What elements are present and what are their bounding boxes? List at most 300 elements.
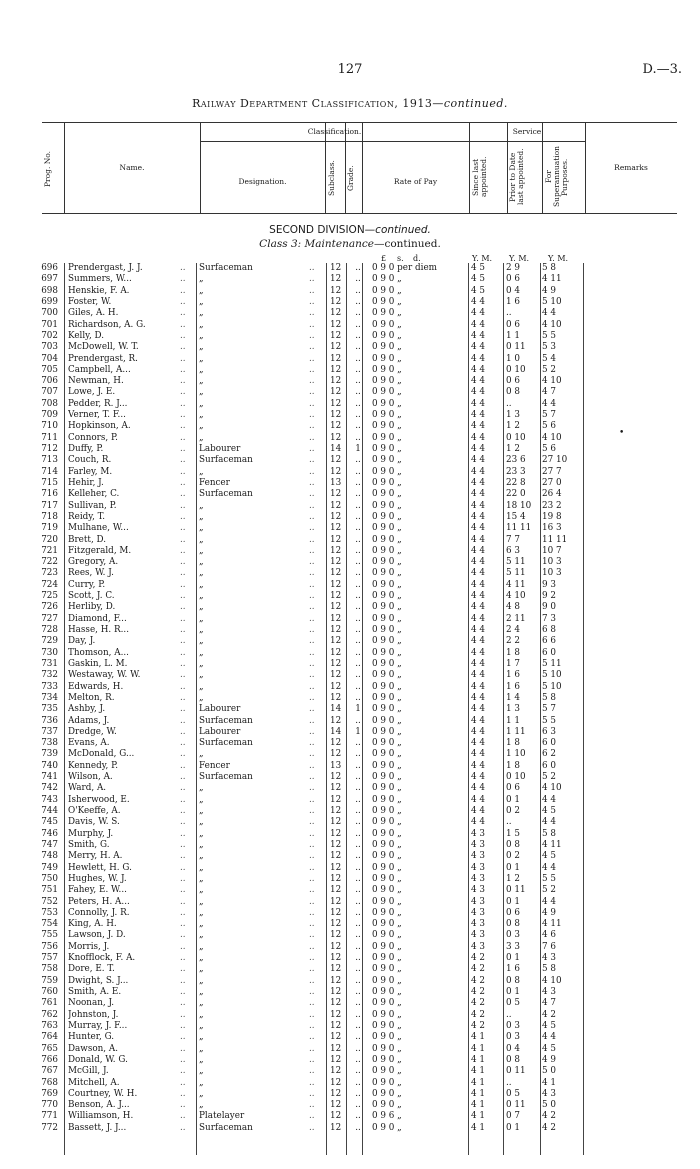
name-cell: Murphy, J. (68, 828, 114, 839)
superannuation-cell: 5 6 (542, 444, 556, 454)
superannuation-cell: 4 9 (542, 285, 556, 296)
leader-dots: .. (309, 319, 315, 330)
leader-dots: .. (309, 1032, 315, 1043)
subclass-cell: 13 (330, 477, 342, 488)
table-row (0, 286, 700, 297)
subclass-cell: 12 (330, 783, 342, 794)
table-row (0, 1123, 700, 1134)
leader-dots: .. (180, 704, 186, 715)
leader-dots: .. (180, 545, 186, 556)
rate-cell: 0 9 0 „ (372, 749, 402, 760)
superannuation-cell: 5 10 (542, 296, 562, 307)
name-cell: Edwards, H. (68, 681, 124, 692)
table-row (0, 625, 700, 636)
since-last-cell: 4 4 (471, 625, 485, 635)
designation-cell: „ (199, 602, 204, 613)
superannuation-cell: 5 2 (542, 885, 556, 896)
leader-dots: .. (180, 342, 186, 353)
name-cell: Donald, W. G. (68, 1054, 128, 1065)
rate-cell: 0 9 0 „ (372, 330, 402, 341)
since-last-cell: 4 4 (471, 308, 485, 319)
leader-dots: .. (309, 749, 315, 760)
name-cell: Dawson, A. (68, 1043, 119, 1054)
leader-dots: .. (309, 839, 315, 850)
since-last-cell: 4 5 (471, 263, 485, 273)
designation-cell: Labourer (199, 444, 241, 454)
designation-cell: „ (199, 1043, 204, 1054)
prior-to-date-cell: 0 11 (506, 1066, 526, 1077)
superannuation-cell: 27 7 (542, 466, 562, 477)
subclass-cell: 12 (330, 794, 342, 805)
name-cell: Campbell, A... (68, 364, 131, 375)
leader-dots: .. (180, 579, 186, 590)
division-heading (0, 224, 700, 236)
rate-cell: 0 9 0 „ (372, 817, 402, 828)
leader-dots: .. (309, 274, 315, 285)
prior-to-date-cell: 0 1 (506, 987, 520, 997)
superannuation-cell: 27 10 (542, 455, 568, 466)
subclass-cell: 12 (330, 828, 342, 839)
designation-cell: Surfaceman (199, 263, 253, 273)
rate-cell: 0 9 0 „ (372, 398, 402, 409)
superannuation-cell: 5 8 (542, 263, 556, 273)
subclass-cell: 12 (330, 296, 342, 307)
grade-cell: .. (355, 1043, 361, 1054)
designation-cell: „ (199, 941, 204, 952)
table-row (0, 444, 700, 455)
subclass-cell: 12 (330, 1077, 342, 1088)
superannuation-cell: 19 8 (542, 511, 562, 522)
leader-dots: .. (309, 873, 315, 884)
prior-to-date-cell: 1 1 (506, 330, 520, 341)
designation-cell: „ (199, 398, 204, 409)
superannuation-cell: 4 5 (542, 851, 556, 862)
rate-cell: 0 9 0 „ (372, 579, 402, 590)
superannuation-cell: 5 0 (542, 1100, 556, 1111)
header-divider (325, 123, 326, 213)
table-row (0, 897, 700, 908)
leader-dots: .. (309, 364, 315, 375)
prior-to-date-cell: 0 8 (506, 839, 520, 850)
leader-dots: .. (309, 907, 315, 918)
table-row (0, 851, 700, 862)
designation-cell: Surfaceman (199, 489, 253, 500)
name-cell: Hasse, H. R... (68, 625, 130, 635)
rate-cell: 0 9 0 „ (372, 591, 402, 602)
leader-dots: .. (180, 1077, 186, 1088)
rate-cell: 0 9 0 „ (372, 896, 402, 907)
superannuation-cell: 4 10 (542, 783, 562, 794)
since-last-cell: 4 4 (471, 296, 485, 307)
leader-dots: .. (180, 1066, 186, 1077)
leader-dots: .. (180, 885, 186, 896)
title-main: Railway Department Classification, 1913 (192, 97, 433, 110)
name-cell: Hehir, J. (68, 477, 104, 488)
table-row (0, 829, 700, 840)
prior-to-date-cell: 1 11 (506, 726, 526, 737)
designation-cell: „ (199, 806, 204, 816)
superannuation-cell: 4 4 (542, 817, 556, 828)
designation-cell: Fencer (199, 760, 230, 771)
leader-dots: .. (180, 681, 186, 692)
leader-dots: .. (180, 862, 186, 873)
since-last-cell: 4 4 (471, 319, 485, 330)
subclass-cell: 12 (330, 738, 342, 749)
prog-no-cell: 755 (41, 930, 58, 941)
since-last-cell: 4 3 (471, 907, 485, 918)
prior-to-date-cell: .. (506, 817, 512, 828)
prior-to-date-cell: 0 1 (506, 953, 520, 964)
leader-dots: .. (309, 1088, 315, 1099)
prog-no-cell: 724 (41, 579, 58, 590)
prog-no-cell: 750 (41, 873, 58, 884)
designation-cell: „ (199, 353, 204, 364)
table-row (0, 1010, 700, 1021)
grade-cell: .. (355, 998, 361, 1009)
superannuation-cell: 4 3 (542, 953, 556, 964)
table-row (0, 930, 700, 941)
prog-no-cell: 734 (41, 692, 58, 703)
subclass-cell: 12 (330, 1054, 342, 1065)
rate-cell: 0 9 0 „ (372, 455, 402, 466)
table-row (0, 376, 700, 387)
rate-cell: 0 9 0 „ (372, 489, 402, 500)
designation-cell: „ (199, 692, 204, 703)
designation-cell: „ (199, 1054, 204, 1065)
prior-to-date-cell: 2 11 (506, 613, 526, 624)
prior-to-date-cell: 0 5 (506, 998, 520, 1009)
rate-cell: 0 9 0 „ (372, 364, 402, 375)
subclass-cell: 12 (330, 851, 342, 862)
grade-cell: .. (355, 715, 361, 726)
division-suffix: —continued. (364, 224, 431, 236)
prior-to-date-cell: 22 8 (506, 477, 526, 488)
prior-to-date-cell: 2 9 (506, 263, 520, 273)
prog-no-cell: 727 (41, 613, 58, 624)
since-last-cell: 4 4 (471, 557, 485, 568)
subclass-cell: 13 (330, 760, 342, 771)
since-last-cell: 4 4 (471, 783, 485, 794)
prior-to-date-cell: .. (506, 398, 512, 409)
subclass-cell: 12 (330, 839, 342, 850)
leader-dots: .. (309, 919, 315, 930)
header-service: Service (512, 127, 542, 136)
rate-cell: 0 9 0 „ (372, 704, 402, 715)
leader-dots: .. (309, 647, 315, 658)
grade-cell: .. (355, 839, 361, 850)
prog-no-cell: 757 (41, 953, 58, 964)
prior-to-date-cell: 2 4 (506, 625, 520, 635)
table-row (0, 749, 700, 760)
leader-dots: .. (309, 308, 315, 319)
since-last-cell: 4 4 (471, 444, 485, 454)
name-cell: Fitzgerald, M. (68, 545, 132, 556)
prior-to-date-cell: 1 8 (506, 647, 520, 658)
name-cell: O'Keeffe, A. (68, 806, 121, 816)
rate-cell: 0 9 0 „ (372, 783, 402, 794)
grade-cell: .. (355, 738, 361, 749)
prog-no-cell: 728 (41, 625, 58, 635)
leader-dots: .. (309, 285, 315, 296)
designation-cell: „ (199, 851, 204, 862)
prior-to-date-cell: 1 3 (506, 410, 520, 421)
prog-no-cell: 765 (41, 1043, 58, 1054)
grade-cell: .. (355, 930, 361, 941)
prior-to-date-cell: 0 8 (506, 1054, 520, 1065)
superannuation-cell: 4 10 (542, 432, 562, 443)
prior-to-date-cell: 1 6 (506, 964, 520, 975)
rate-cell: 0 9 0 „ (372, 941, 402, 952)
grade-cell: .. (355, 828, 361, 839)
prior-to-date-cell: 0 1 (506, 862, 520, 873)
subclass-cell: 12 (330, 364, 342, 375)
rate-cell: 0 9 0 „ (372, 953, 402, 964)
superannuation-cell: 5 2 (542, 772, 556, 783)
leader-dots: .. (180, 477, 186, 488)
designation-cell: „ (199, 681, 204, 692)
header-superannuation: For Superannuation Purposes. (544, 146, 569, 208)
designation-cell: „ (199, 873, 204, 884)
leader-dots: .. (309, 930, 315, 941)
prog-no-cell: 737 (41, 726, 58, 737)
prog-no-cell: 739 (41, 749, 58, 760)
since-last-cell: 4 4 (471, 398, 485, 409)
table-row (0, 387, 700, 398)
leader-dots: .. (309, 579, 315, 590)
since-last-cell: 4 4 (471, 738, 485, 749)
designation-cell: „ (199, 919, 204, 930)
leader-dots: .. (309, 477, 315, 488)
designation-cell: „ (199, 828, 204, 839)
since-last-cell: 4 4 (471, 704, 485, 715)
since-last-cell: 4 4 (471, 726, 485, 737)
since-last-cell: 4 3 (471, 862, 485, 873)
prog-no-cell: 746 (41, 828, 58, 839)
prog-no-cell: 747 (41, 839, 58, 850)
name-cell: Dwight, S. J... (68, 975, 129, 986)
leader-dots: .. (309, 296, 315, 307)
rate-cell: 0 9 0 „ (372, 421, 402, 432)
grade-cell: .. (355, 975, 361, 986)
leader-dots: .. (309, 636, 315, 647)
header-divider (362, 123, 363, 213)
since-last-cell: 4 4 (471, 545, 485, 556)
leader-dots: .. (180, 308, 186, 319)
designation-cell: „ (199, 839, 204, 850)
leader-dots: .. (180, 353, 186, 364)
table-row (0, 704, 700, 715)
subclass-cell: 12 (330, 342, 342, 353)
prior-to-date-cell: 1 4 (506, 692, 520, 703)
since-last-cell: 4 4 (471, 692, 485, 703)
rate-cell: 0 9 0 „ (372, 1043, 402, 1054)
subclass-cell: 12 (330, 998, 342, 1009)
designation-cell: „ (199, 319, 204, 330)
superannuation-cell: 9 2 (542, 591, 556, 602)
table-row (0, 727, 700, 738)
designation-cell: „ (199, 500, 204, 511)
rate-cell: 0 9 0 „ (372, 410, 402, 421)
subclass-cell: 12 (330, 806, 342, 816)
name-cell: Wilson, A. (68, 772, 113, 783)
designation-cell: „ (199, 568, 204, 579)
leader-dots: .. (309, 862, 315, 873)
prog-no-cell: 709 (41, 410, 58, 421)
leader-dots: .. (180, 692, 186, 703)
leader-dots: .. (309, 613, 315, 624)
prior-to-date-cell: 5 11 (506, 568, 526, 579)
leader-dots: .. (180, 1020, 186, 1031)
name-cell: Brett, D. (68, 534, 107, 545)
prior-to-date-cell: 1 10 (506, 749, 526, 760)
rate-cell: 0 9 0 „ (372, 274, 402, 285)
prog-no-cell: 745 (41, 817, 58, 828)
grade-cell: .. (355, 591, 361, 602)
designation-cell: „ (199, 636, 204, 647)
rate-cell: 0 9 0 „ (372, 839, 402, 850)
name-cell: Ward, A. (68, 783, 107, 794)
since-last-cell: 4 4 (471, 500, 485, 511)
since-last-cell: 4 1 (471, 1032, 485, 1043)
rate-cell: 0 9 0 „ (372, 534, 402, 545)
since-last-cell: 4 4 (471, 647, 485, 658)
stray-mark: • (619, 428, 625, 438)
subclass-cell: 12 (330, 1009, 342, 1020)
grade-cell: .. (355, 625, 361, 635)
grade-cell: .. (355, 1066, 361, 1077)
leader-dots: .. (180, 1088, 186, 1099)
prog-no-cell: 759 (41, 975, 58, 986)
unit-since: Y. M. (472, 254, 493, 263)
leader-dots: .. (180, 534, 186, 545)
since-last-cell: 4 4 (471, 410, 485, 421)
header-name: Name. (119, 163, 145, 172)
prog-no-cell: 754 (41, 919, 58, 930)
name-cell: Connors, P. (68, 432, 118, 443)
superannuation-cell: 11 11 (542, 534, 568, 545)
since-last-cell: 4 4 (471, 715, 485, 726)
leader-dots: .. (309, 342, 315, 353)
leader-dots: .. (180, 828, 186, 839)
leader-dots: .. (309, 772, 315, 783)
superannuation-cell: 4 5 (542, 806, 556, 816)
header-subclass: Subclass. (327, 160, 336, 196)
leader-dots: .. (309, 523, 315, 534)
superannuation-cell: 27 0 (542, 477, 562, 488)
leader-dots: .. (309, 681, 315, 692)
leader-dots: .. (309, 376, 315, 387)
name-cell: King, A. H. (68, 919, 117, 930)
designation-cell: „ (199, 1100, 204, 1111)
leader-dots: .. (180, 376, 186, 387)
table-row (0, 998, 700, 1009)
leader-dots: .. (180, 839, 186, 850)
leader-dots: .. (309, 1066, 315, 1077)
prog-no-cell: 701 (41, 319, 58, 330)
grade-cell: .. (355, 455, 361, 466)
name-cell: Hopkinson, A. (68, 421, 131, 432)
since-last-cell: 4 3 (471, 839, 485, 850)
leader-dots: .. (180, 738, 186, 749)
leader-dots: .. (309, 455, 315, 466)
table-row (0, 421, 700, 432)
page-number: 127 (337, 62, 363, 77)
table-row (0, 557, 700, 568)
prog-no-cell: 766 (41, 1054, 58, 1065)
leader-dots: .. (180, 817, 186, 828)
subclass-cell: 12 (330, 647, 342, 658)
prog-no-cell: 763 (41, 1020, 58, 1031)
grade-cell: .. (355, 1020, 361, 1031)
name-cell: McDowell, W. T. (68, 342, 139, 353)
leader-dots: .. (309, 941, 315, 952)
leader-dots: .. (309, 998, 315, 1009)
page-title (0, 97, 700, 110)
name-cell: Prendergast, R. (68, 353, 138, 364)
grade-cell: .. (355, 1077, 361, 1088)
superannuation-cell: 6 6 (542, 636, 556, 647)
superannuation-cell: 4 10 (542, 975, 562, 986)
rate-cell: 0 9 0 „ (372, 387, 402, 398)
leader-dots: .. (180, 364, 186, 375)
table-row (0, 682, 700, 693)
rate-cell: 0 9 0 „ (372, 1032, 402, 1043)
leader-dots: .. (309, 1100, 315, 1111)
subclass-cell: 12 (330, 1043, 342, 1054)
grade-cell: .. (355, 1054, 361, 1065)
table-row (0, 976, 700, 987)
prior-to-date-cell: 3 3 (506, 941, 520, 952)
grade-cell: .. (355, 534, 361, 545)
prior-to-date-cell: 0 6 (506, 274, 520, 285)
designation-cell: „ (199, 534, 204, 545)
unit-pounds: £ (381, 254, 387, 263)
grade-cell: .. (355, 613, 361, 624)
prog-no-cell: 767 (41, 1066, 58, 1077)
table-row (0, 1111, 700, 1122)
since-last-cell: 4 4 (471, 817, 485, 828)
prior-to-date-cell: 1 6 (506, 681, 520, 692)
table-row (0, 964, 700, 975)
prog-no-cell: 751 (41, 885, 58, 896)
grade-cell: .. (355, 511, 361, 522)
rate-cell: 0 9 6 „ (372, 1111, 402, 1122)
prior-to-date-cell: 23 3 (506, 466, 526, 477)
name-cell: Kelly, D. (68, 330, 105, 341)
prior-to-date-cell: 2 2 (506, 636, 520, 647)
designation-cell: „ (199, 1088, 204, 1099)
prog-no-cell: 749 (41, 862, 58, 873)
prog-no-cell: 730 (41, 647, 58, 658)
header-divider (200, 123, 201, 213)
table-row (0, 1055, 700, 1066)
superannuation-cell: 4 11 (542, 839, 562, 850)
prior-to-date-cell: 0 2 (506, 806, 520, 816)
designation-cell: „ (199, 1020, 204, 1031)
rate-cell: 0 9 0 „ (372, 738, 402, 749)
subclass-cell: 12 (330, 398, 342, 409)
designation-cell: „ (199, 342, 204, 353)
name-cell: Prendergast, J. J. (68, 263, 143, 273)
leader-dots: .. (309, 602, 315, 613)
table-row (0, 942, 700, 953)
subclass-cell: 12 (330, 579, 342, 590)
leader-dots: .. (309, 489, 315, 500)
grade-cell: .. (355, 647, 361, 658)
since-last-cell: 4 2 (471, 964, 485, 975)
designation-cell: „ (199, 896, 204, 907)
subclass-cell: 12 (330, 568, 342, 579)
